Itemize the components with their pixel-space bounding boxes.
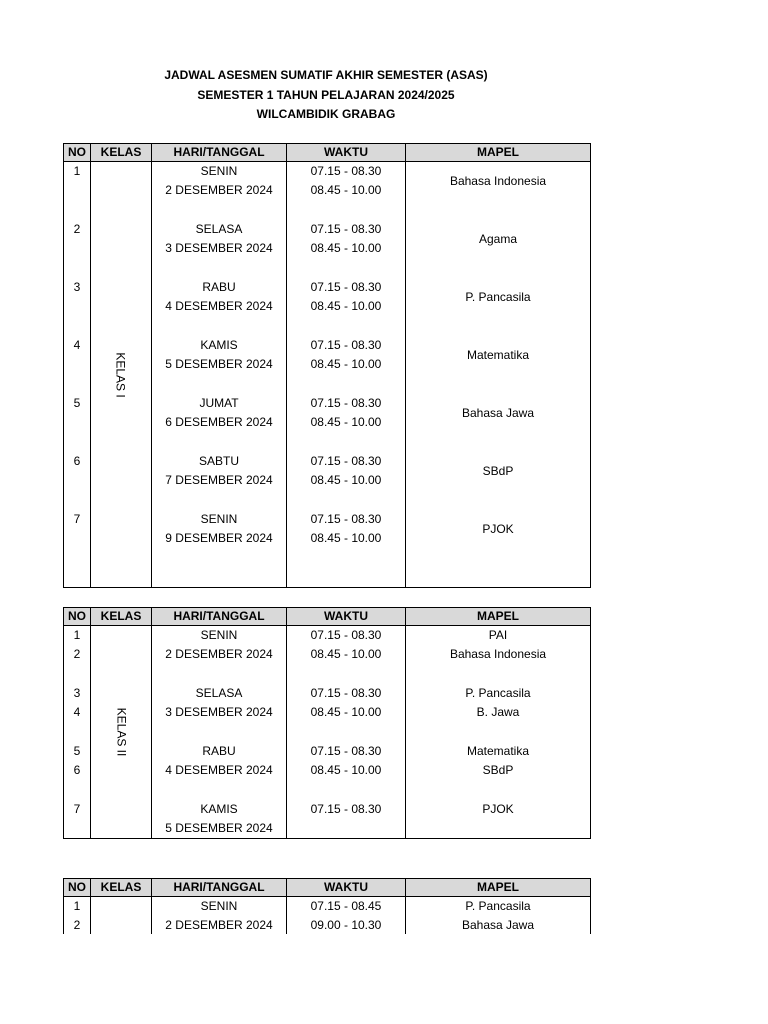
no-cell (64, 162, 91, 588)
row-number: 1 (73, 164, 81, 178)
day-name: SENIN (200, 512, 238, 526)
time-slot: 08.45 - 10.00 (310, 647, 382, 662)
time-slot: 08.45 - 10.00 (310, 241, 382, 256)
subject: Matematika (466, 348, 530, 362)
col-kelas: KELAS (91, 144, 152, 162)
time-slot: 07.15 - 08.30 (310, 164, 382, 178)
row-number: 2 (73, 647, 81, 662)
time-slot: 08.45 - 10.00 (310, 705, 382, 720)
table-header-row (64, 608, 591, 626)
mapel-cell (406, 162, 591, 588)
time-slot: 07.15 - 08.30 (310, 454, 382, 468)
time-slot: 08.45 - 10.00 (310, 357, 382, 372)
time-slot: 07.15 - 08.30 (310, 222, 382, 236)
subject: P. Pancasila (465, 686, 531, 700)
day-name: SELASA (195, 686, 243, 700)
time-slot: 07.15 - 08.30 (310, 686, 382, 700)
time-slot: 08.45 - 10.00 (310, 183, 382, 198)
time-slot: 08.45 - 10.00 (310, 415, 382, 430)
header-title: JADWAL ASESMEN SUMATIF AKHIR SEMESTER (ASAS) (164, 68, 488, 82)
date-text: 2 DESEMBER 2024 (165, 918, 273, 933)
kelas-cell (91, 626, 152, 839)
col-mapel: MAPEL (406, 144, 591, 162)
col-no: NO (64, 879, 91, 897)
table-row (64, 162, 591, 588)
header-region: WILCAMBIDIK GRABAG (256, 107, 396, 121)
day-name: SABTU (198, 454, 239, 468)
schedule-table-kelas-1 (63, 143, 591, 588)
time-slot: 09.00 - 10.30 (310, 918, 382, 933)
col-kelas: KELAS (91, 608, 152, 626)
time-slot: 07.15 - 08.30 (310, 802, 382, 816)
row-number: 6 (73, 454, 81, 468)
table-header-row (64, 879, 591, 897)
subject: PAI (488, 628, 508, 642)
hari-cell (152, 162, 287, 588)
subject: Matematika (466, 744, 530, 758)
waktu-cell (287, 626, 406, 839)
row-number: 2 (73, 918, 81, 933)
date-text: 5 DESEMBER 2024 (165, 357, 273, 372)
page-cutoff-mask (60, 934, 600, 1024)
day-name: SENIN (200, 164, 238, 178)
row-number: 2 (73, 222, 81, 236)
table-row (64, 626, 591, 839)
date-text: 7 DESEMBER 2024 (165, 473, 273, 488)
row-number: 5 (73, 396, 81, 410)
col-hari-tanggal: HARI/TANGGAL (152, 879, 287, 897)
subject: Bahasa Jawa (461, 406, 535, 420)
mapel-cell (406, 626, 591, 839)
day-name: JUMAT (199, 396, 239, 410)
subject: SBdP (482, 763, 514, 778)
date-text: 3 DESEMBER 2024 (165, 241, 273, 256)
row-number: 3 (73, 686, 81, 700)
schedule-table-kelas-2 (63, 607, 591, 839)
row-number: 7 (73, 802, 81, 816)
row-number: 3 (73, 280, 81, 294)
time-slot: 08.45 - 10.00 (310, 473, 382, 488)
time-slot: 07.15 - 08.30 (310, 280, 382, 294)
waktu-cell (287, 162, 406, 588)
hari-cell (152, 626, 287, 839)
day-name: SENIN (200, 628, 238, 642)
col-hari-tanggal: HARI/TANGGAL (152, 144, 287, 162)
row-number: 4 (73, 705, 81, 720)
time-slot: 07.15 - 08.45 (310, 899, 382, 913)
subject: P. Pancasila (465, 899, 531, 913)
col-kelas: KELAS (91, 879, 152, 897)
day-name: SENIN (200, 899, 238, 913)
kelas-label: KELAS II (113, 707, 128, 757)
date-text: 4 DESEMBER 2024 (165, 763, 273, 778)
subject: PJOK (482, 522, 514, 536)
kelas-cell (91, 162, 152, 588)
day-name: RABU (202, 280, 236, 294)
col-mapel: MAPEL (406, 608, 591, 626)
table-header-row (64, 144, 591, 162)
date-text: 2 DESEMBER 2024 (165, 183, 273, 198)
time-slot: 07.15 - 08.30 (310, 396, 382, 410)
subject: SBdP (482, 464, 514, 478)
subject: PJOK (482, 802, 514, 816)
time-slot: 08.45 - 10.00 (310, 531, 382, 546)
row-number: 4 (73, 338, 81, 352)
document-header (0, 66, 652, 125)
subject: Bahasa Indonesia (449, 174, 547, 188)
subject: Bahasa Jawa (461, 918, 535, 933)
day-name: KAMIS (200, 802, 238, 816)
col-mapel: MAPEL (406, 879, 591, 897)
day-name: RABU (202, 744, 236, 758)
col-no: NO (64, 144, 91, 162)
subject: P. Pancasila (465, 290, 531, 304)
col-waktu: WAKTU (287, 144, 406, 162)
col-waktu: WAKTU (287, 608, 406, 626)
row-number: 1 (73, 628, 81, 642)
day-name: KAMIS (200, 338, 238, 352)
col-waktu: WAKTU (287, 879, 406, 897)
time-slot (287, 819, 405, 838)
row-number (64, 819, 90, 838)
time-slot: 08.45 - 10.00 (310, 299, 382, 314)
row-number: 7 (73, 512, 81, 526)
day-name: SELASA (195, 222, 243, 236)
row-number: 5 (73, 744, 81, 758)
date-text: 5 DESEMBER 2024 (165, 821, 273, 836)
subject: Agama (478, 232, 518, 246)
time-slot: 07.15 - 08.30 (310, 512, 382, 526)
subject: B. Jawa (476, 705, 520, 720)
row-number: 6 (73, 763, 81, 778)
row-number: 1 (73, 899, 81, 913)
kelas-label: KELAS I (113, 351, 128, 398)
subject: Bahasa Indonesia (449, 647, 547, 662)
date-text: 3 DESEMBER 2024 (165, 705, 273, 720)
time-slot: 07.15 - 08.30 (310, 628, 382, 642)
col-no: NO (64, 608, 91, 626)
subject (406, 819, 590, 838)
date-text: 2 DESEMBER 2024 (165, 647, 273, 662)
no-cell (64, 626, 91, 839)
date-text: 9 DESEMBER 2024 (165, 531, 273, 546)
date-text: 6 DESEMBER 2024 (165, 415, 273, 430)
time-slot: 07.15 - 08.30 (310, 338, 382, 352)
time-slot: 07.15 - 08.30 (310, 744, 382, 758)
date-text: 4 DESEMBER 2024 (165, 299, 273, 314)
header-semester: SEMESTER 1 TAHUN PELAJARAN 2024/2025 (197, 87, 455, 102)
col-hari-tanggal: HARI/TANGGAL (152, 608, 287, 626)
time-slot: 08.45 - 10.00 (310, 763, 382, 778)
